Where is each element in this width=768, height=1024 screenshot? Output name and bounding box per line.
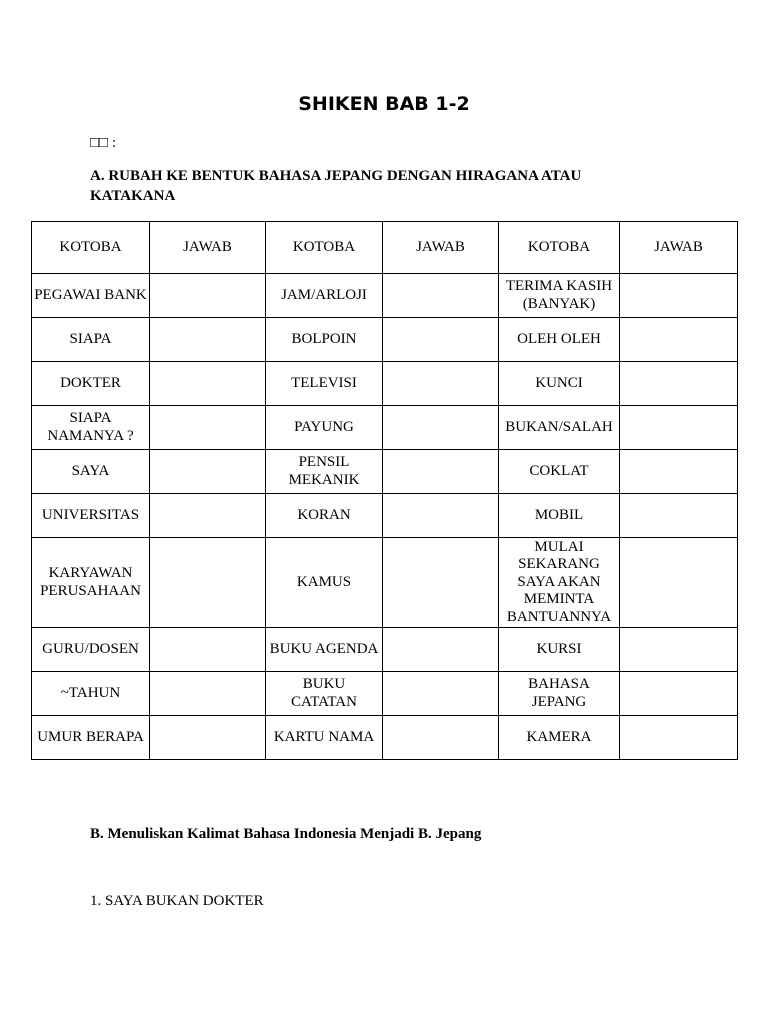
jawab-answer-cell[interactable] — [150, 362, 266, 406]
jawab-answer-cell[interactable] — [150, 318, 266, 362]
kotoba-cell: KORAN — [266, 494, 383, 538]
kotoba-cell: KURSI — [499, 628, 620, 672]
kotoba-cell: GURU/DOSEN — [32, 628, 150, 672]
table-row — [32, 274, 738, 318]
kotoba-cell: ~TAHUN — [32, 672, 150, 716]
jawab-answer-cell[interactable] — [383, 672, 499, 716]
jawab-answer-cell[interactable] — [620, 274, 738, 318]
jawab-answer-cell[interactable] — [620, 672, 738, 716]
kotoba-cell: JAM/ARLOJI — [266, 274, 383, 318]
table-row — [32, 362, 738, 406]
kotoba-cell: DOKTER — [32, 362, 150, 406]
jawab-answer-cell[interactable] — [383, 450, 499, 494]
header-kotoba: KOTOBA — [266, 222, 383, 274]
header-jawab: JAWAB — [620, 222, 738, 274]
table-header-row — [32, 222, 738, 274]
kotoba-cell: SIAPA — [32, 318, 150, 362]
kotoba-cell: SAYA — [32, 450, 150, 494]
page-title: SHIKEN BAB 1-2 — [298, 93, 470, 115]
kotoba-cell: MOBIL — [499, 494, 620, 538]
jawab-answer-cell[interactable] — [620, 362, 738, 406]
kotoba-cell: KARTU NAMA — [266, 716, 383, 760]
jawab-answer-cell[interactable] — [150, 406, 266, 450]
question-item: 1. SAYA BUKAN DOKTER — [90, 893, 264, 909]
jawab-answer-cell[interactable] — [150, 672, 266, 716]
jawab-answer-cell[interactable] — [620, 494, 738, 538]
header-kotoba: KOTOBA — [32, 222, 150, 274]
kotoba-cell: BAHASA JEPANG — [499, 672, 620, 716]
kotoba-cell: KAMUS — [266, 538, 383, 628]
kotoba-cell: PAYUNG — [266, 406, 383, 450]
kotoba-cell: KUNCI — [499, 362, 620, 406]
jawab-answer-cell[interactable] — [150, 494, 266, 538]
table-row — [32, 716, 738, 760]
jawab-answer-cell[interactable] — [150, 450, 266, 494]
table-row — [32, 672, 738, 716]
kotoba-cell: KAMERA — [499, 716, 620, 760]
jawab-answer-cell[interactable] — [383, 362, 499, 406]
table-row — [32, 538, 738, 628]
header-kotoba: KOTOBA — [499, 222, 620, 274]
jawab-answer-cell[interactable] — [383, 494, 499, 538]
jawab-answer-cell[interactable] — [620, 716, 738, 760]
jawab-answer-cell[interactable] — [620, 406, 738, 450]
jawab-answer-cell[interactable] — [150, 274, 266, 318]
jawab-answer-cell[interactable] — [150, 628, 266, 672]
kotoba-cell: UMUR BERAPA — [32, 716, 150, 760]
jawab-answer-cell[interactable] — [383, 406, 499, 450]
kotoba-cell: BOLPOIN — [266, 318, 383, 362]
kotoba-cell: OLEH OLEH — [499, 318, 620, 362]
jawab-answer-cell[interactable] — [620, 450, 738, 494]
jawab-answer-cell[interactable] — [620, 538, 738, 628]
kotoba-cell: PEGAWAI BANK — [32, 274, 150, 318]
jawab-answer-cell[interactable] — [150, 538, 266, 628]
jawab-answer-cell[interactable] — [383, 538, 499, 628]
header-jawab: JAWAB — [383, 222, 499, 274]
table-row — [32, 628, 738, 672]
kotoba-cell: KARYAWAN PERUSAHAAN — [32, 538, 150, 628]
kotoba-cell: BUKU CATATAN — [266, 672, 383, 716]
jawab-answer-cell[interactable] — [383, 716, 499, 760]
kotoba-cell: COKLAT — [499, 450, 620, 494]
jawab-answer-cell[interactable] — [383, 628, 499, 672]
section-b-instruction: B. Menuliskan Kalimat Bahasa Indonesia Menjadi B. Jepang — [90, 826, 482, 842]
kotoba-cell: BUKU AGENDA — [266, 628, 383, 672]
vocabulary-table — [31, 221, 738, 760]
kotoba-cell: TERIMA KASIH (BANYAK) — [499, 274, 620, 318]
name-label: □□ : — [90, 135, 117, 151]
table-row — [32, 494, 738, 538]
kotoba-cell: MULAI SEKARANG SAYA AKAN MEMINTA BANTUANNYA — [499, 538, 620, 628]
kotoba-cell: BUKAN/SALAH — [499, 406, 620, 450]
section-a-instruction: A. RUBAH KE BENTUK BAHASA JEPANG DENGAN HIRAGANA ATAU KATAKANA — [90, 168, 582, 204]
table-row — [32, 406, 738, 450]
header-jawab: JAWAB — [150, 222, 266, 274]
kotoba-cell: UNIVERSITAS — [32, 494, 150, 538]
jawab-answer-cell[interactable] — [383, 318, 499, 362]
jawab-answer-cell[interactable] — [383, 274, 499, 318]
kotoba-cell: TELEVISI — [266, 362, 383, 406]
kotoba-cell: SIAPA NAMANYA ? — [32, 406, 150, 450]
jawab-answer-cell[interactable] — [150, 716, 266, 760]
jawab-answer-cell[interactable] — [620, 628, 738, 672]
kotoba-cell: PENSIL MEKANIK — [266, 450, 383, 494]
jawab-answer-cell[interactable] — [620, 318, 738, 362]
table-row — [32, 318, 738, 362]
table-row — [32, 450, 738, 494]
